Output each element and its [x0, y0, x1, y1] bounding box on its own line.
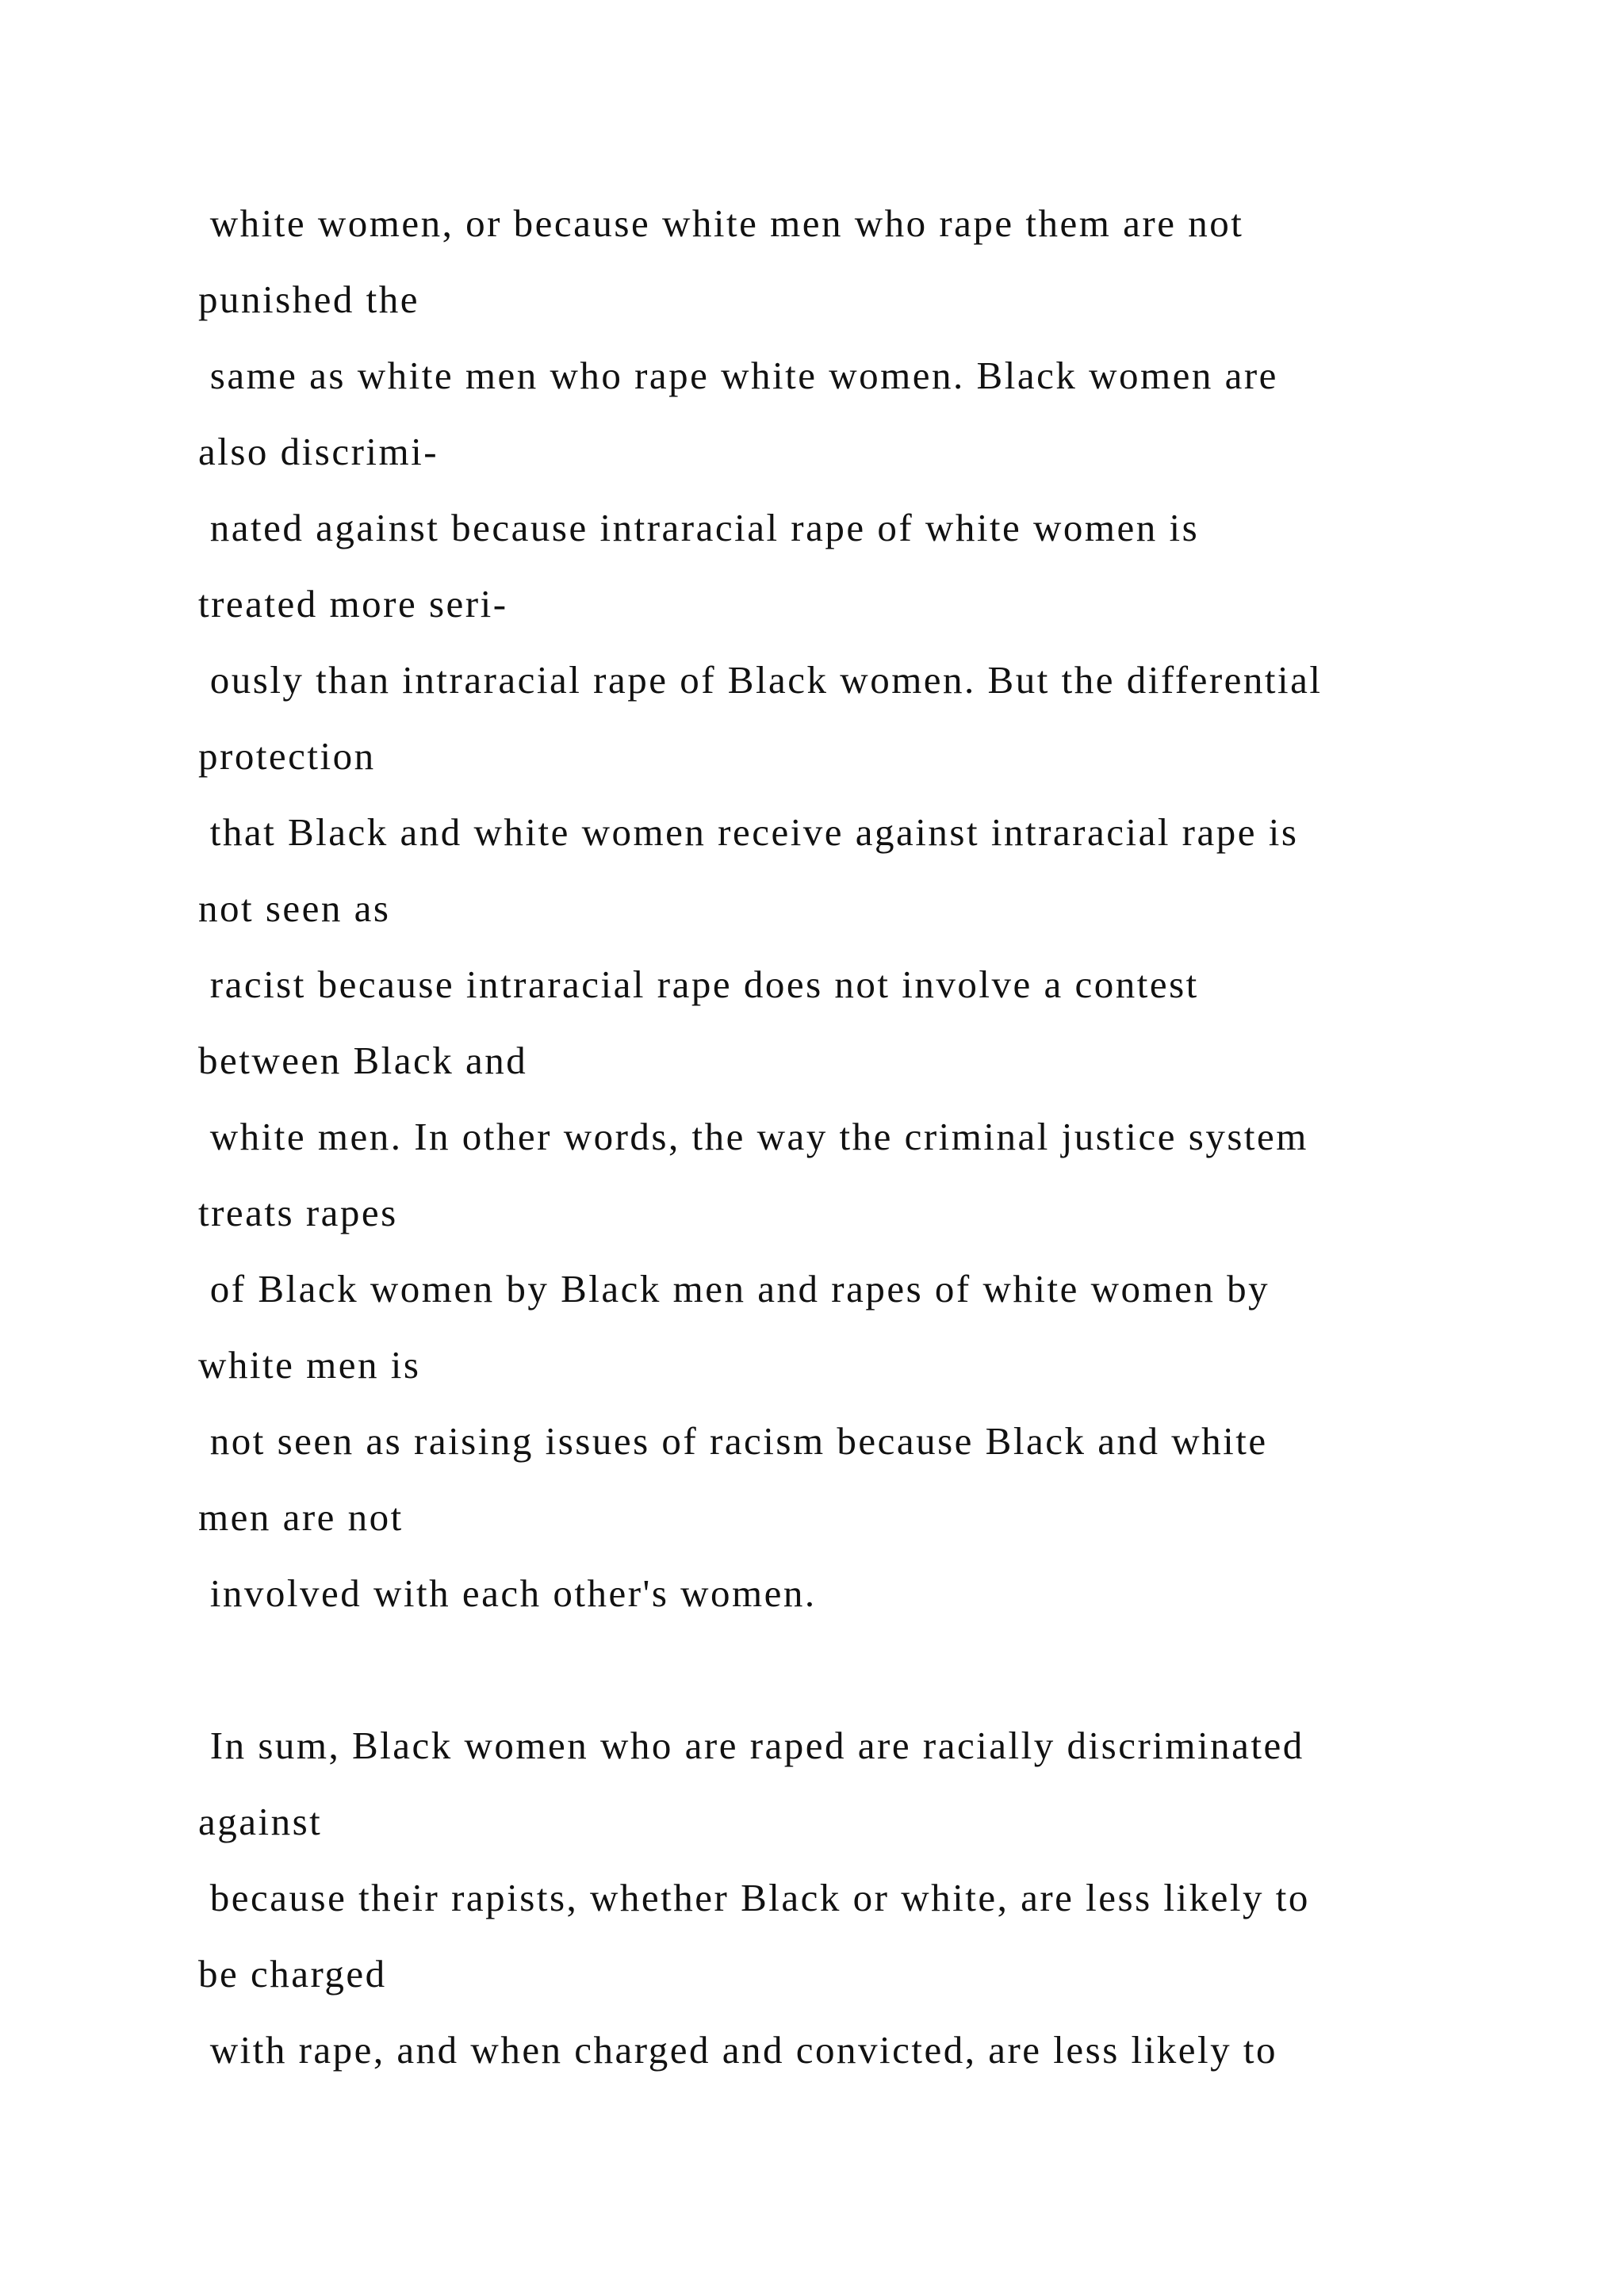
text-line: white men. In other words, the way the criminal justice system: [198, 1115, 1308, 1158]
text-line: white men is: [198, 1343, 421, 1387]
text-line: punished the: [198, 277, 420, 321]
text-line: treats rapes: [198, 1191, 398, 1234]
text-line: same as white men who rape white women. Black women are: [198, 354, 1278, 397]
text-line: white women, or because white men who rape them are not: [198, 201, 1244, 245]
text-line: In sum, Black women who are raped are racially discriminated: [198, 1724, 1304, 1767]
text-line: between Black and: [198, 1039, 528, 1082]
text-line: protection: [198, 734, 376, 778]
text-line: against: [198, 1800, 323, 1843]
text-line: not seen as raising issues of racism because Black and white: [198, 1419, 1268, 1463]
text-line: racist because intraracial rape does not involve a contest: [198, 962, 1199, 1006]
text-line: treated more seri-: [198, 582, 508, 626]
text-line: also discrimi-: [198, 430, 439, 473]
text-line: involved with each other's women.: [198, 1571, 817, 1615]
text-line: of Black women by Black men and rapes of white women by: [198, 1267, 1270, 1311]
text-line: that Black and white women receive against intraracial rape is: [198, 810, 1299, 854]
text-line: nated against because intraracial rape of white women is: [198, 506, 1200, 549]
text-line: ously than intraracial rape of Black women. But the differential: [198, 658, 1323, 702]
text-line: because their rapists, whether Black or white, are less likely to: [198, 1876, 1310, 1919]
text-line: be charged: [198, 1952, 387, 1996]
text-line: men are not: [198, 1495, 404, 1539]
text-line: with rape, and when charged and convicted, are less likely to: [198, 2028, 1277, 2072]
text-line: not seen as: [198, 886, 391, 930]
